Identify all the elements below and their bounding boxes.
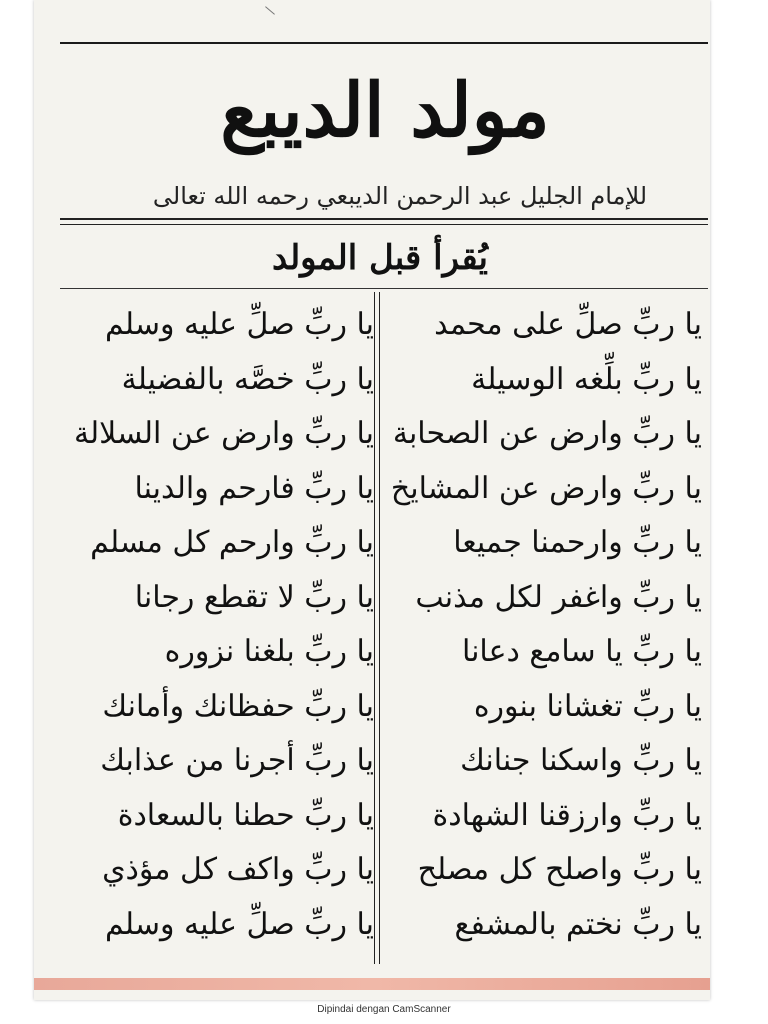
verse-line: يا ربِّ واغفر لكل مذنب [415,579,702,615]
page-edge-strip [34,978,710,990]
scanner-watermark: Dipindai dengan CamScanner [317,1004,451,1015]
section-heading: يُقرأ قبل المولد [271,238,489,278]
verse-line: يا ربِّ وارض عن السلالة [73,416,374,451]
verses-left-column [64,298,374,952]
verse-line: يا ربِّ بلِّغه الوسيلة [471,361,702,397]
document-title: مولد الديبع [220,68,550,154]
author-line: للإمام الجليل عبد الرحمن الديبعي رحمه الله تعالى [152,182,648,210]
verses-right-column [392,298,702,952]
verse-line: يا ربِّ واكف كل مؤذي [102,852,374,887]
header-rule [60,218,708,220]
verse-line: يا ربِّ حفظانك وأمانك [102,688,374,724]
verse-line: يا ربِّ صلِّ على محمد [434,307,702,342]
verse-line: يا ربِّ وارزقنا الشهادة [432,797,702,833]
header-rule-thin [60,224,708,225]
verse-line: يا ربِّ واسكنا جنانك [460,743,702,778]
verse-line: يا ربِّ وارحمنا جميعا [453,525,702,560]
verse-line: يا ربِّ نختم بالمشفع [454,906,702,942]
verse-line: يا ربِّ لا تقطع رجانا [134,579,374,615]
top-rule [60,42,708,44]
verse-line: يا ربِّ وارحم كل مسلم [90,525,374,560]
verse-line: يا ربِّ بلغنا نزوره [164,634,374,669]
verse-line: يا ربِّ حطنا بالسعادة [117,797,374,833]
verse-line: يا ربِّ واصلح كل مصلح [417,852,702,887]
verse-line: يا ربِّ صلِّ عليه وسلم [104,906,374,942]
verse-line: يا ربِّ فارحم والدينا [134,470,374,506]
verse-line: يا ربِّ وارض عن الصحابة [392,416,702,451]
verse-line: يا ربِّ وارض عن المشايخ [390,470,702,506]
verse-line: يا ربِّ خصَّه بالفضيلة [121,361,374,397]
heading-rule [60,288,708,289]
column-divider [374,292,380,964]
verse-line: يا ربِّ صلِّ عليه وسلم [104,307,374,342]
verse-line: يا ربِّ أجرنا من عذابك [100,743,374,778]
verse-line: يا ربِّ تغشانا بنوره [473,688,702,724]
verse-line: يا ربِّ يا سامع دعانا [461,634,702,669]
